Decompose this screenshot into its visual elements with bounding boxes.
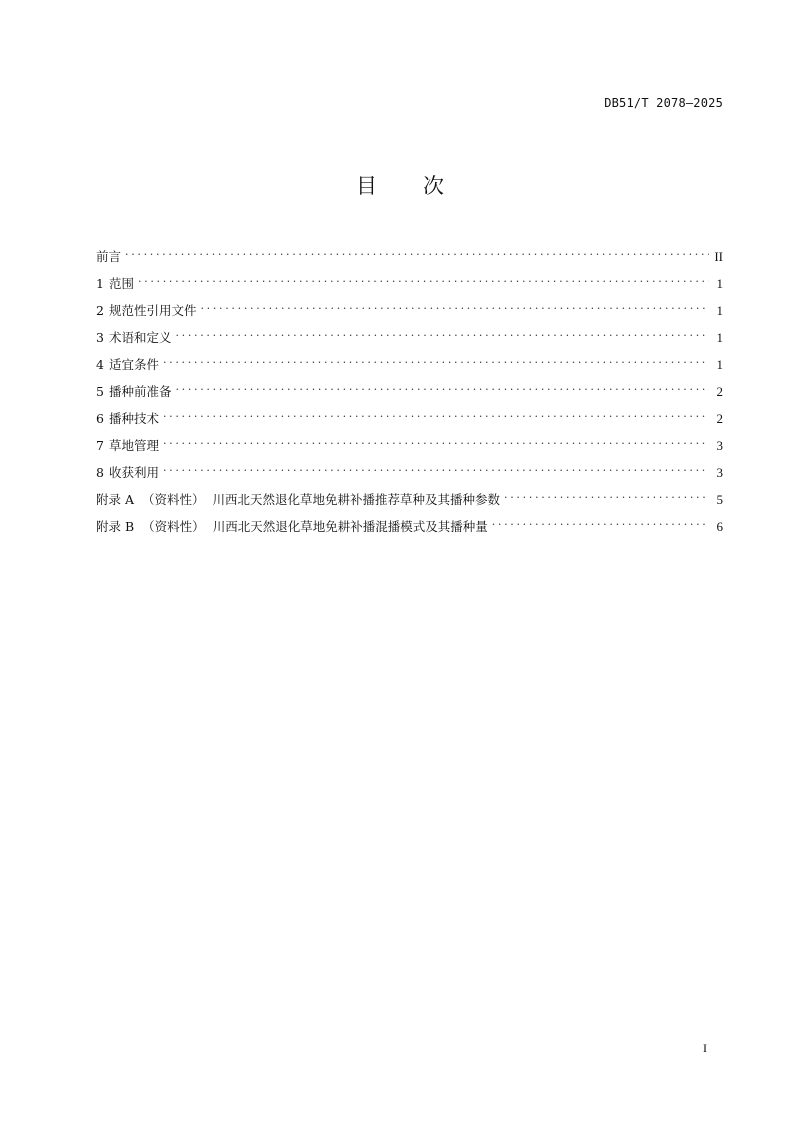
- toc-entry-label: [96, 410, 163, 428]
- section-number: 5: [96, 384, 104, 399]
- toc-entry-label: [96, 356, 163, 374]
- dot-leader: [163, 432, 709, 450]
- toc-entry-page: 2: [716, 411, 723, 426]
- section-number: 4: [96, 357, 104, 372]
- dot-leader: [504, 486, 709, 504]
- toc-entry-page: 1: [716, 303, 723, 318]
- toc-entry-label: [96, 437, 163, 455]
- dot-leader: [492, 513, 709, 531]
- toc-entry-pre-sowing-preparation[interactable]: [96, 378, 723, 405]
- toc-title-right: 次: [423, 174, 444, 198]
- dot-leader: [163, 405, 709, 423]
- section-number: 8: [96, 465, 104, 480]
- document-code: DB51/T 2078—2025: [604, 96, 723, 110]
- toc-entry-page: 1: [716, 357, 723, 372]
- section-title: 适宜条件: [108, 357, 159, 372]
- toc-entry-page: 5: [716, 492, 723, 507]
- toc-entry-page: 6: [716, 519, 723, 534]
- toc-entry-page: 1: [716, 330, 723, 345]
- section-number: 7: [96, 438, 104, 453]
- toc-entry-grassland-management[interactable]: [96, 432, 723, 459]
- annex-type: （资料性）: [142, 519, 205, 534]
- toc-entry-page: 3: [716, 438, 723, 453]
- toc-entry-label: [96, 518, 492, 536]
- toc-title: [0, 170, 800, 200]
- dot-leader: [138, 270, 709, 288]
- toc-entry-label: 前言: [96, 249, 122, 264]
- toc-entry-scope[interactable]: [96, 270, 723, 297]
- dot-leader: [175, 324, 709, 342]
- section-number: 2: [96, 303, 104, 318]
- toc-entry-sowing-technique[interactable]: [96, 405, 723, 432]
- annex-tag: 附录 A: [96, 492, 135, 507]
- toc-entry-harvest-utilization[interactable]: [96, 459, 723, 486]
- toc-entry-page: II: [714, 249, 723, 264]
- toc-entry-foreword[interactable]: [96, 243, 723, 270]
- section-title: 规范性引用文件: [108, 303, 197, 318]
- dot-leader: [163, 459, 709, 477]
- section-number: 1: [96, 276, 104, 291]
- toc-entry-page: 2: [716, 384, 723, 399]
- toc-entry-label: [96, 383, 175, 401]
- toc-entry-page: 1: [716, 276, 723, 291]
- dot-leader: [163, 351, 709, 369]
- annex-title: 川西北天然退化草地免耕补播推荐草种及其播种参数: [212, 492, 501, 507]
- section-title: 草地管理: [108, 438, 159, 453]
- dot-leader: [200, 297, 709, 315]
- annex-title: 川西北天然退化草地免耕补播混播模式及其播种量: [212, 519, 488, 534]
- toc-entry-label: [96, 275, 138, 293]
- section-title: 播种技术: [108, 411, 159, 426]
- section-title: 范围: [108, 276, 134, 291]
- toc-title-left: 目: [356, 174, 377, 198]
- toc-entry-terms-definitions[interactable]: [96, 324, 723, 351]
- toc-list: [96, 243, 723, 540]
- section-number: 6: [96, 411, 104, 426]
- section-title: 收获利用: [108, 465, 159, 480]
- dot-leader: [175, 378, 709, 396]
- section-title: 术语和定义: [108, 330, 172, 345]
- toc-entry-normative-references[interactable]: [96, 297, 723, 324]
- section-number: 3: [96, 330, 104, 345]
- toc-entry-label: [96, 464, 163, 482]
- toc-entry-label: [96, 329, 175, 347]
- toc-entry-suitable-conditions[interactable]: [96, 351, 723, 378]
- toc-entry-annex-b[interactable]: [96, 513, 723, 540]
- page-number: I: [703, 1041, 707, 1055]
- section-title: 播种前准备: [108, 384, 172, 399]
- toc-entry-label: [96, 302, 200, 320]
- dot-leader: [125, 243, 709, 261]
- toc-entry-page: 3: [716, 465, 723, 480]
- toc-entry-annex-a[interactable]: [96, 486, 723, 513]
- annex-type: （资料性）: [142, 492, 205, 507]
- annex-tag: 附录 B: [96, 519, 135, 534]
- toc-entry-label: [96, 491, 504, 509]
